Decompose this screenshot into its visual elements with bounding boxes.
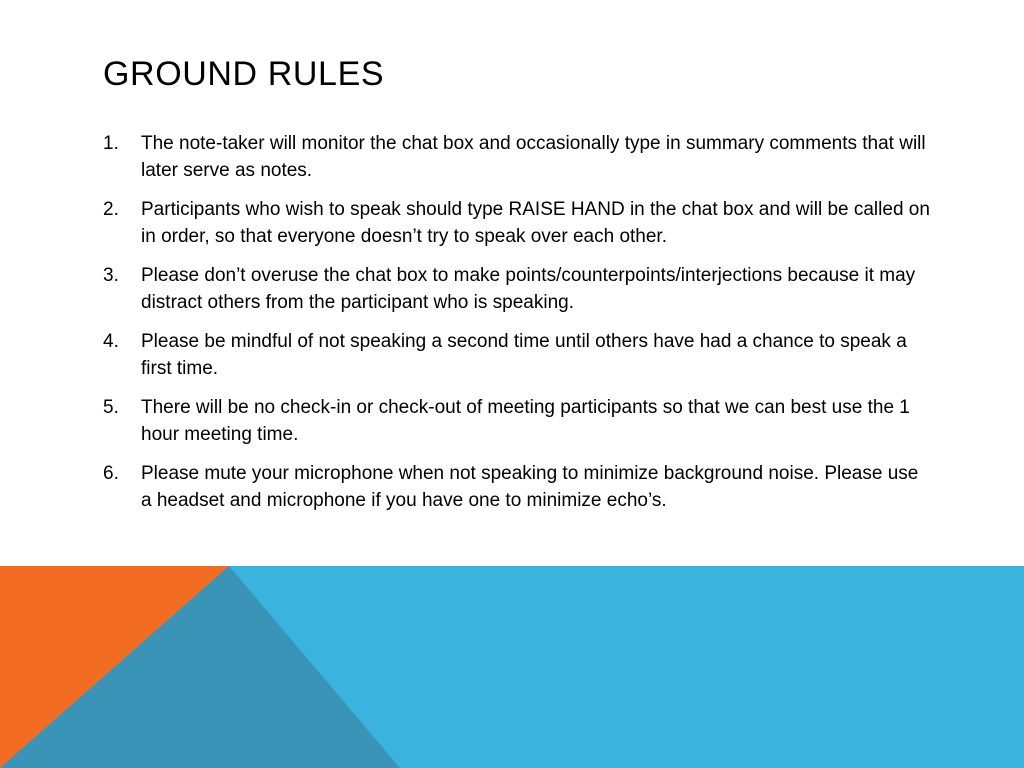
footer-geometric-shapes	[0, 566, 1024, 768]
rule-text: Participants who wish to speak should type RAISE HAND in the chat box and will be called on in order, so that everyone doesn’t try to speak over each other.	[141, 199, 930, 247]
ground-rules-list	[103, 130, 933, 526]
rule-number: 5.	[103, 397, 119, 418]
rule-item	[103, 394, 933, 448]
rule-text: Please don’t overuse the chat box to make points/counterpoints/interjections because it may distract others from the participant who is speaking.	[141, 265, 916, 313]
slide-title: GROUND RULES	[103, 55, 385, 93]
decorative-footer-bar	[0, 566, 1024, 768]
rule-item	[103, 196, 933, 250]
rule-text: There will be no check-in or check-out of meeting participants so that we can best use the 1 hour meeting time.	[141, 397, 910, 445]
rule-item	[103, 262, 933, 316]
rule-number: 4.	[103, 331, 119, 352]
rule-number: 6.	[103, 463, 119, 484]
rule-number: 2.	[103, 199, 119, 220]
rule-item	[103, 130, 933, 184]
rule-text: Please mute your microphone when not speaking to minimize background noise. Please use a headset and microphone if you have one to minimize echo’s.	[141, 463, 919, 511]
rule-item	[103, 328, 933, 382]
rule-text: Please be mindful of not speaking a second time until others have had a chance to speak a first time.	[141, 331, 907, 379]
rule-number: 3.	[103, 265, 119, 286]
rule-text: The note-taker will monitor the chat box and occasionally type in summary comments that will later serve as notes.	[141, 133, 926, 181]
rule-number: 1.	[103, 133, 119, 154]
rule-item	[103, 460, 933, 514]
